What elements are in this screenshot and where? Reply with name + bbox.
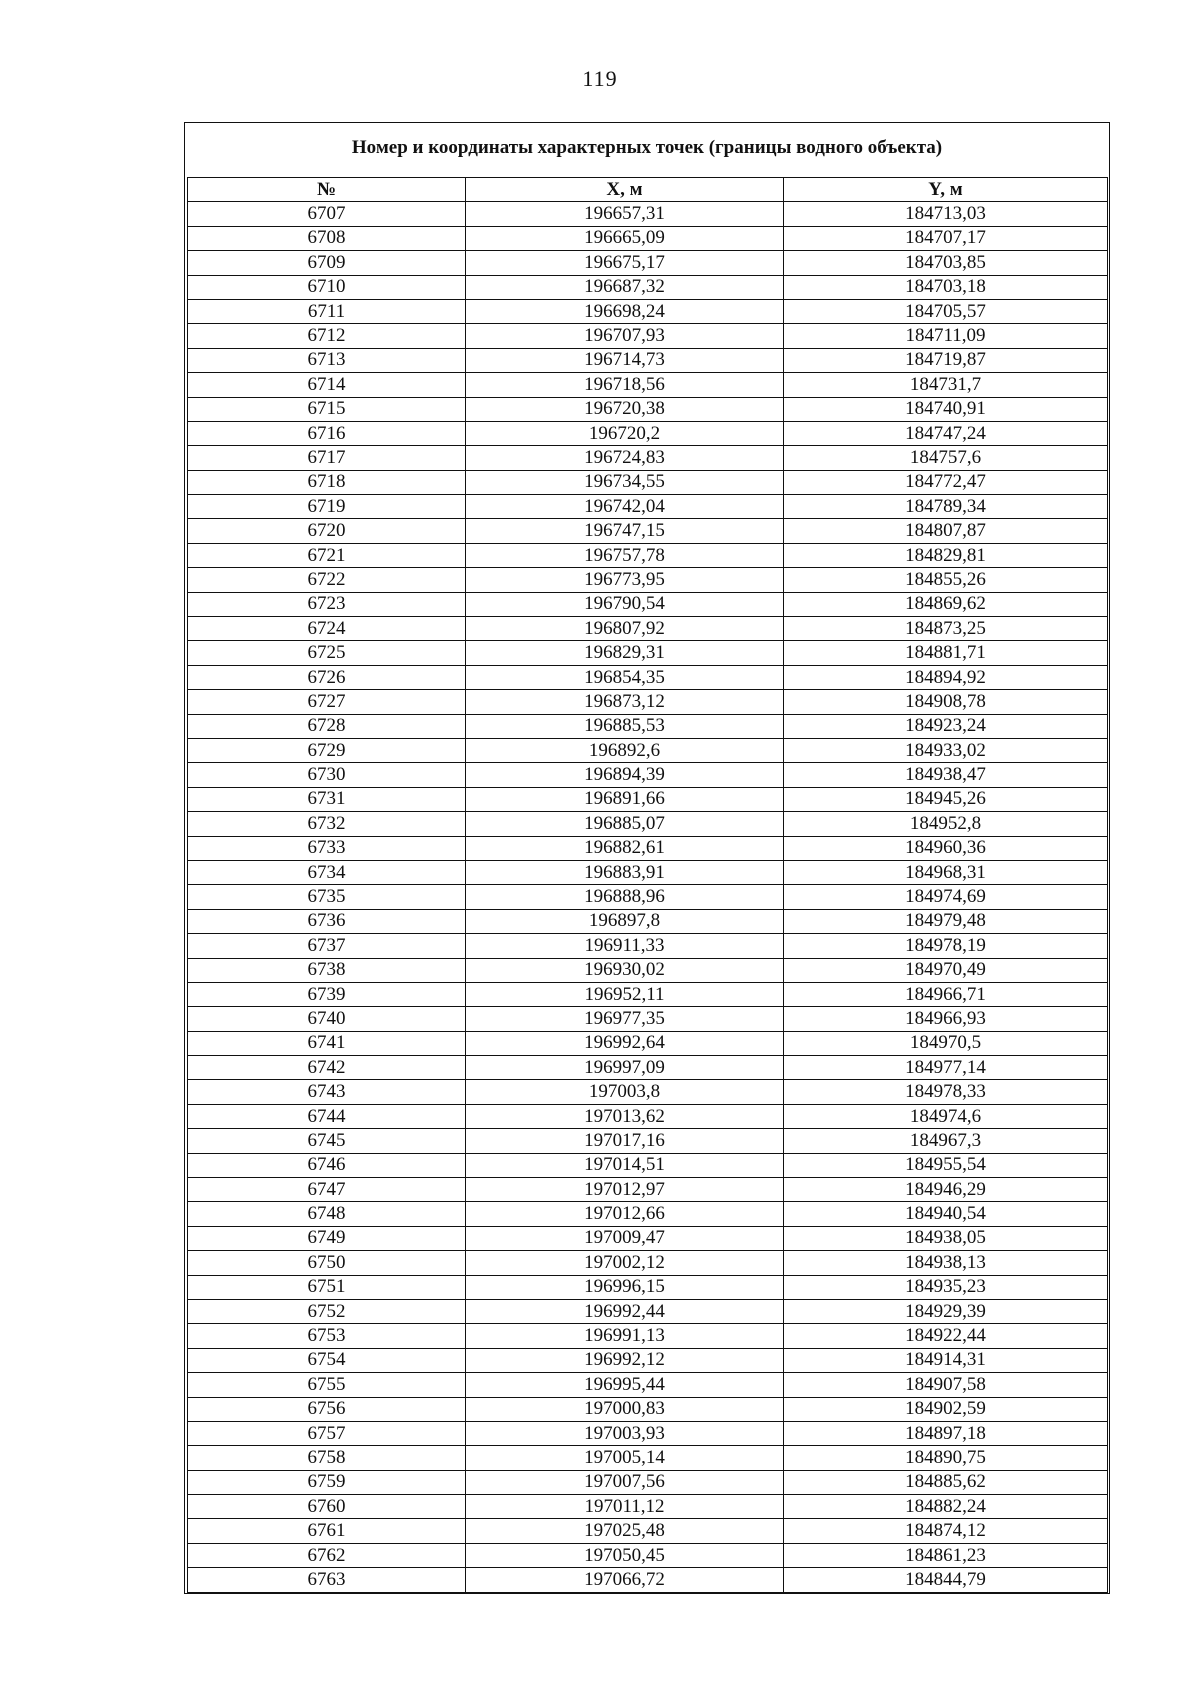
cell-x: 196720,38 bbox=[466, 397, 784, 421]
cell-number: 6721 bbox=[188, 543, 466, 567]
table-row bbox=[188, 470, 1108, 494]
cell-y: 184873,25 bbox=[784, 617, 1108, 641]
cell-y: 184940,54 bbox=[784, 1202, 1108, 1226]
table-row bbox=[188, 617, 1108, 641]
cell-number: 6757 bbox=[188, 1421, 466, 1445]
table-row bbox=[188, 421, 1108, 445]
cell-number: 6744 bbox=[188, 1104, 466, 1128]
cell-y: 184874,12 bbox=[784, 1519, 1108, 1543]
cell-number: 6743 bbox=[188, 1080, 466, 1104]
cell-x: 196790,54 bbox=[466, 592, 784, 616]
table-row bbox=[188, 202, 1108, 226]
cell-number: 6723 bbox=[188, 592, 466, 616]
table-row bbox=[188, 1470, 1108, 1494]
table-row bbox=[188, 251, 1108, 275]
cell-x: 196687,32 bbox=[466, 275, 784, 299]
cell-number: 6759 bbox=[188, 1470, 466, 1494]
cell-number: 6762 bbox=[188, 1543, 466, 1567]
table-row bbox=[188, 836, 1108, 860]
cell-x: 197017,16 bbox=[466, 1129, 784, 1153]
cell-number: 6712 bbox=[188, 324, 466, 348]
table-row bbox=[188, 714, 1108, 738]
cell-y: 184922,44 bbox=[784, 1324, 1108, 1348]
cell-y: 184885,62 bbox=[784, 1470, 1108, 1494]
table-row bbox=[188, 763, 1108, 787]
cell-y: 184933,02 bbox=[784, 738, 1108, 762]
cell-x: 196997,09 bbox=[466, 1056, 784, 1080]
cell-y: 184970,49 bbox=[784, 958, 1108, 982]
cell-x: 196897,8 bbox=[466, 909, 784, 933]
cell-x: 196734,55 bbox=[466, 470, 784, 494]
cell-x: 196888,96 bbox=[466, 885, 784, 909]
table-row bbox=[188, 1543, 1108, 1567]
cell-x: 196930,02 bbox=[466, 958, 784, 982]
cell-x: 197007,56 bbox=[466, 1470, 784, 1494]
cell-number: 6735 bbox=[188, 885, 466, 909]
cell-x: 197014,51 bbox=[466, 1153, 784, 1177]
table-row bbox=[188, 1446, 1108, 1470]
table-row bbox=[188, 934, 1108, 958]
cell-number: 6717 bbox=[188, 446, 466, 470]
cell-x: 196854,35 bbox=[466, 665, 784, 689]
cell-y: 184938,47 bbox=[784, 763, 1108, 787]
table-row bbox=[188, 1226, 1108, 1250]
cell-x: 196894,39 bbox=[466, 763, 784, 787]
table-row bbox=[188, 982, 1108, 1006]
page-number: 119 bbox=[582, 66, 618, 91]
cell-y: 184978,19 bbox=[784, 934, 1108, 958]
cell-y: 184829,81 bbox=[784, 543, 1108, 567]
table-row bbox=[188, 1519, 1108, 1543]
table-row bbox=[188, 909, 1108, 933]
cell-number: 6760 bbox=[188, 1495, 466, 1519]
cell-y: 184707,17 bbox=[784, 226, 1108, 250]
cell-y: 184914,31 bbox=[784, 1348, 1108, 1372]
cell-x: 197003,8 bbox=[466, 1080, 784, 1104]
cell-y: 184977,14 bbox=[784, 1056, 1108, 1080]
cell-y: 184979,48 bbox=[784, 909, 1108, 933]
cell-y: 184757,6 bbox=[784, 446, 1108, 470]
cell-number: 6750 bbox=[188, 1251, 466, 1275]
table-row bbox=[188, 568, 1108, 592]
cell-y: 184908,78 bbox=[784, 690, 1108, 714]
cell-number: 6738 bbox=[188, 958, 466, 982]
table-row bbox=[188, 1421, 1108, 1445]
cell-x: 196720,2 bbox=[466, 421, 784, 445]
table-row bbox=[188, 1324, 1108, 1348]
cell-x: 196996,15 bbox=[466, 1275, 784, 1299]
table-row bbox=[188, 641, 1108, 665]
cell-x: 196992,44 bbox=[466, 1299, 784, 1323]
coordinates-table-frame bbox=[184, 122, 1110, 1594]
cell-x: 196992,64 bbox=[466, 1031, 784, 1055]
cell-x: 196882,61 bbox=[466, 836, 784, 860]
cell-number: 6745 bbox=[188, 1129, 466, 1153]
table-row bbox=[188, 446, 1108, 470]
cell-y: 184897,18 bbox=[784, 1421, 1108, 1445]
cell-x: 196707,93 bbox=[466, 324, 784, 348]
cell-x: 196675,17 bbox=[466, 251, 784, 275]
table-row bbox=[188, 1348, 1108, 1372]
cell-number: 6753 bbox=[188, 1324, 466, 1348]
table-row bbox=[188, 543, 1108, 567]
table-row bbox=[188, 690, 1108, 714]
cell-y: 184938,13 bbox=[784, 1251, 1108, 1275]
cell-number: 6755 bbox=[188, 1373, 466, 1397]
cell-y: 184966,93 bbox=[784, 1007, 1108, 1031]
cell-x: 196657,31 bbox=[466, 202, 784, 226]
cell-x: 197025,48 bbox=[466, 1519, 784, 1543]
cell-number: 6708 bbox=[188, 226, 466, 250]
cell-x: 196911,33 bbox=[466, 934, 784, 958]
header-number: № bbox=[188, 178, 466, 202]
cell-y: 184772,47 bbox=[784, 470, 1108, 494]
table-row bbox=[188, 1007, 1108, 1031]
cell-x: 196829,31 bbox=[466, 641, 784, 665]
cell-number: 6728 bbox=[188, 714, 466, 738]
cell-number: 6752 bbox=[188, 1299, 466, 1323]
cell-y: 184881,71 bbox=[784, 641, 1108, 665]
table-row bbox=[188, 885, 1108, 909]
cell-number: 6737 bbox=[188, 934, 466, 958]
cell-number: 6747 bbox=[188, 1178, 466, 1202]
cell-x: 196952,11 bbox=[466, 982, 784, 1006]
cell-number: 6739 bbox=[188, 982, 466, 1006]
cell-x: 197009,47 bbox=[466, 1226, 784, 1250]
cell-number: 6714 bbox=[188, 373, 466, 397]
cell-y: 184946,29 bbox=[784, 1178, 1108, 1202]
cell-x: 197066,72 bbox=[466, 1568, 784, 1592]
table-row bbox=[188, 1275, 1108, 1299]
cell-y: 184711,09 bbox=[784, 324, 1108, 348]
table-row bbox=[188, 1178, 1108, 1202]
cell-y: 184747,24 bbox=[784, 421, 1108, 445]
table-row bbox=[188, 299, 1108, 323]
cell-x: 197012,66 bbox=[466, 1202, 784, 1226]
cell-number: 6758 bbox=[188, 1446, 466, 1470]
cell-number: 6720 bbox=[188, 519, 466, 543]
cell-number: 6734 bbox=[188, 860, 466, 884]
header-x: X, м bbox=[466, 178, 784, 202]
cell-y: 184907,58 bbox=[784, 1373, 1108, 1397]
cell-number: 6713 bbox=[188, 348, 466, 372]
cell-x: 196873,12 bbox=[466, 690, 784, 714]
table-row bbox=[188, 324, 1108, 348]
cell-y: 184902,59 bbox=[784, 1397, 1108, 1421]
cell-y: 184894,92 bbox=[784, 665, 1108, 689]
cell-x: 196992,12 bbox=[466, 1348, 784, 1372]
cell-number: 6718 bbox=[188, 470, 466, 494]
cell-number: 6756 bbox=[188, 1397, 466, 1421]
table-row bbox=[188, 1129, 1108, 1153]
table-row bbox=[188, 860, 1108, 884]
cell-number: 6741 bbox=[188, 1031, 466, 1055]
cell-y: 184705,57 bbox=[784, 299, 1108, 323]
cell-number: 6724 bbox=[188, 617, 466, 641]
table-row bbox=[188, 373, 1108, 397]
cell-number: 6710 bbox=[188, 275, 466, 299]
cell-x: 197003,93 bbox=[466, 1421, 784, 1445]
table-row bbox=[188, 592, 1108, 616]
cell-y: 184844,79 bbox=[784, 1568, 1108, 1592]
cell-x: 196747,15 bbox=[466, 519, 784, 543]
cell-y: 184703,85 bbox=[784, 251, 1108, 275]
table-row bbox=[188, 226, 1108, 250]
cell-x: 196885,53 bbox=[466, 714, 784, 738]
table-row bbox=[188, 1153, 1108, 1177]
cell-number: 6730 bbox=[188, 763, 466, 787]
cell-number: 6715 bbox=[188, 397, 466, 421]
cell-y: 184703,18 bbox=[784, 275, 1108, 299]
table-row bbox=[188, 348, 1108, 372]
cell-number: 6761 bbox=[188, 1519, 466, 1543]
cell-x: 197012,97 bbox=[466, 1178, 784, 1202]
cell-y: 184923,24 bbox=[784, 714, 1108, 738]
cell-y: 184955,54 bbox=[784, 1153, 1108, 1177]
cell-y: 184967,3 bbox=[784, 1129, 1108, 1153]
cell-y: 184869,62 bbox=[784, 592, 1108, 616]
cell-number: 6754 bbox=[188, 1348, 466, 1372]
cell-number: 6742 bbox=[188, 1056, 466, 1080]
cell-number: 6711 bbox=[188, 299, 466, 323]
cell-y: 184807,87 bbox=[784, 519, 1108, 543]
cell-x: 196698,24 bbox=[466, 299, 784, 323]
cell-y: 184719,87 bbox=[784, 348, 1108, 372]
table-row bbox=[188, 787, 1108, 811]
table-row bbox=[188, 495, 1108, 519]
table-row bbox=[188, 1202, 1108, 1226]
cell-y: 184974,6 bbox=[784, 1104, 1108, 1128]
table-row bbox=[188, 1031, 1108, 1055]
table-row bbox=[188, 1373, 1108, 1397]
cell-number: 6722 bbox=[188, 568, 466, 592]
coordinates-table bbox=[187, 177, 1108, 1593]
cell-x: 197050,45 bbox=[466, 1543, 784, 1567]
cell-number: 6731 bbox=[188, 787, 466, 811]
table-row bbox=[188, 1080, 1108, 1104]
cell-x: 196883,91 bbox=[466, 860, 784, 884]
cell-y: 184789,34 bbox=[784, 495, 1108, 519]
table-row bbox=[188, 738, 1108, 762]
cell-x: 196995,44 bbox=[466, 1373, 784, 1397]
table-body bbox=[188, 202, 1108, 1592]
table-row bbox=[188, 1251, 1108, 1275]
cell-x: 197013,62 bbox=[466, 1104, 784, 1128]
cell-number: 6746 bbox=[188, 1153, 466, 1177]
cell-number: 6725 bbox=[188, 641, 466, 665]
table-title: Номер и координаты характерных точек (границы водного объекта) bbox=[351, 137, 943, 158]
cell-number: 6709 bbox=[188, 251, 466, 275]
table-row bbox=[188, 519, 1108, 543]
cell-x: 196977,35 bbox=[466, 1007, 784, 1031]
cell-number: 6749 bbox=[188, 1226, 466, 1250]
cell-x: 196892,6 bbox=[466, 738, 784, 762]
cell-y: 184938,05 bbox=[784, 1226, 1108, 1250]
cell-number: 6736 bbox=[188, 909, 466, 933]
cell-number: 6726 bbox=[188, 665, 466, 689]
cell-x: 196757,78 bbox=[466, 543, 784, 567]
table-row bbox=[188, 665, 1108, 689]
cell-x: 197011,12 bbox=[466, 1495, 784, 1519]
cell-y: 184855,26 bbox=[784, 568, 1108, 592]
table-row bbox=[188, 812, 1108, 836]
cell-number: 6727 bbox=[188, 690, 466, 714]
table-header-row bbox=[188, 178, 1108, 202]
cell-number: 6733 bbox=[188, 836, 466, 860]
cell-x: 196773,95 bbox=[466, 568, 784, 592]
cell-y: 184861,23 bbox=[784, 1543, 1108, 1567]
cell-y: 184952,8 bbox=[784, 812, 1108, 836]
cell-x: 196742,04 bbox=[466, 495, 784, 519]
table-row bbox=[188, 1299, 1108, 1323]
table-row bbox=[188, 1495, 1108, 1519]
cell-x: 196714,73 bbox=[466, 348, 784, 372]
cell-y: 184713,03 bbox=[784, 202, 1108, 226]
cell-number: 6740 bbox=[188, 1007, 466, 1031]
cell-y: 184966,71 bbox=[784, 982, 1108, 1006]
cell-y: 184945,26 bbox=[784, 787, 1108, 811]
cell-y: 184974,69 bbox=[784, 885, 1108, 909]
cell-x: 196718,56 bbox=[466, 373, 784, 397]
cell-x: 196891,66 bbox=[466, 787, 784, 811]
table-row bbox=[188, 1397, 1108, 1421]
cell-y: 184731,7 bbox=[784, 373, 1108, 397]
cell-x: 197002,12 bbox=[466, 1251, 784, 1275]
table-row bbox=[188, 275, 1108, 299]
cell-y: 184978,33 bbox=[784, 1080, 1108, 1104]
cell-x: 196665,09 bbox=[466, 226, 784, 250]
cell-number: 6763 bbox=[188, 1568, 466, 1592]
cell-x: 197000,83 bbox=[466, 1397, 784, 1421]
cell-number: 6716 bbox=[188, 421, 466, 445]
cell-y: 184882,24 bbox=[784, 1495, 1108, 1519]
cell-y: 184929,39 bbox=[784, 1299, 1108, 1323]
cell-y: 184970,5 bbox=[784, 1031, 1108, 1055]
table-row bbox=[188, 1056, 1108, 1080]
cell-number: 6748 bbox=[188, 1202, 466, 1226]
cell-y: 184960,36 bbox=[784, 836, 1108, 860]
cell-y: 184968,31 bbox=[784, 860, 1108, 884]
table-row bbox=[188, 1104, 1108, 1128]
cell-x: 197005,14 bbox=[466, 1446, 784, 1470]
table-row bbox=[188, 397, 1108, 421]
cell-y: 184740,91 bbox=[784, 397, 1108, 421]
cell-number: 6729 bbox=[188, 738, 466, 762]
cell-x: 196885,07 bbox=[466, 812, 784, 836]
cell-x: 196991,13 bbox=[466, 1324, 784, 1348]
cell-number: 6732 bbox=[188, 812, 466, 836]
cell-y: 184935,23 bbox=[784, 1275, 1108, 1299]
table-row bbox=[188, 958, 1108, 982]
cell-x: 196807,92 bbox=[466, 617, 784, 641]
cell-number: 6751 bbox=[188, 1275, 466, 1299]
cell-number: 6719 bbox=[188, 495, 466, 519]
cell-x: 196724,83 bbox=[466, 446, 784, 470]
table-row bbox=[188, 1568, 1108, 1592]
cell-number: 6707 bbox=[188, 202, 466, 226]
header-y: Y, м bbox=[784, 178, 1108, 202]
cell-y: 184890,75 bbox=[784, 1446, 1108, 1470]
